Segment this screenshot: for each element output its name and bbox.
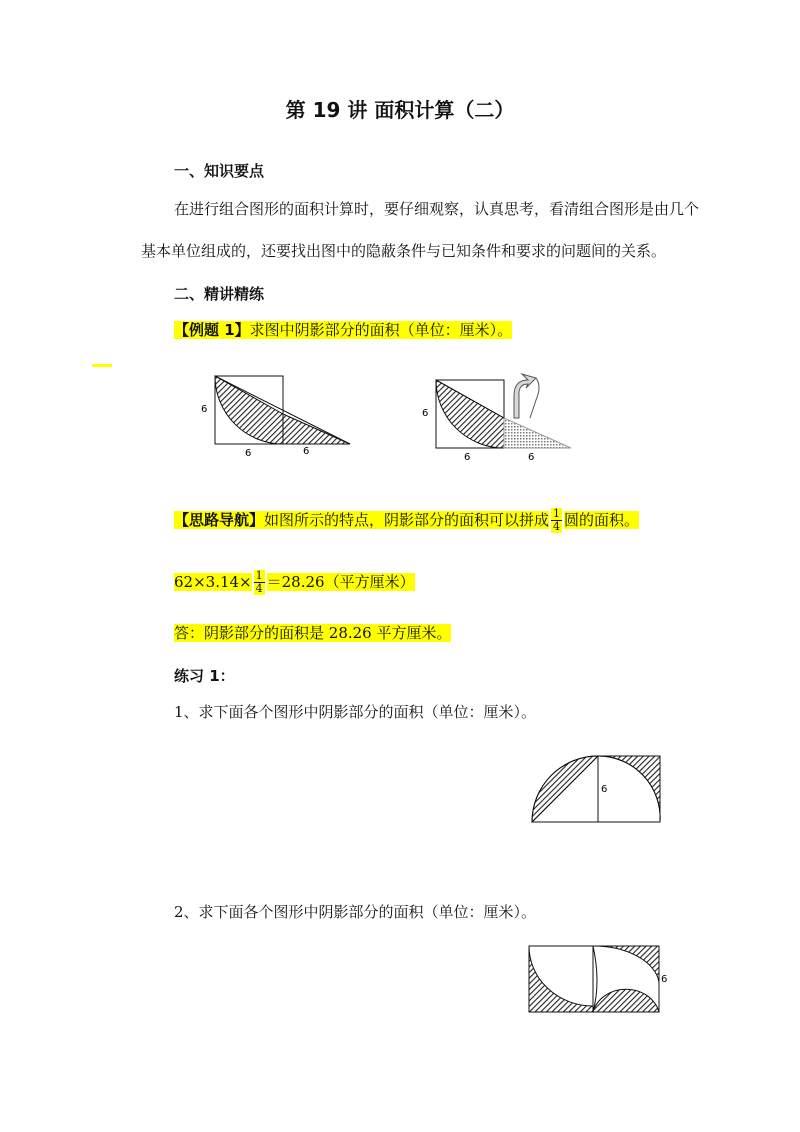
practice-fig1-label: 6 (601, 784, 608, 795)
hint-fraction (551, 508, 562, 533)
fig2-bottom-label-1: 6 (464, 452, 471, 463)
hint-fraction-numerator: 1 (553, 507, 561, 520)
hint-line (174, 508, 639, 533)
paragraph-line-2: 基本单位组成的，还要找出图中的隐蔽条件与已知条件和要求的问题间的关系。 (141, 242, 667, 260)
formula-part-2: ＝28.26（平方厘米） (266, 572, 415, 591)
formula-fraction-denominator: 4 (255, 582, 263, 595)
section-heading-knowledge: 一、知识要点 (174, 162, 265, 180)
answer-line (174, 623, 451, 643)
fig2-side-label: 6 (422, 408, 429, 419)
practice-heading: 练习 1： (174, 667, 235, 685)
answer-text: 答：阴影部分的面积是 28.26 平方厘米。 (174, 624, 452, 642)
hint-text-2: 圆的面积。 (564, 510, 640, 529)
shaded-triangle (283, 414, 350, 444)
example-question: 求图中阴影部分的面积（单位：厘米）。 (249, 321, 513, 339)
shaded-bottom-right (593, 989, 659, 1012)
fig1-side-label: 6 (201, 404, 208, 415)
practice-figure-2 (525, 942, 675, 1018)
example-tag: 【例题 1】 (174, 321, 250, 339)
section-heading-practice-lecture: 二、精讲精练 (174, 285, 265, 303)
shaded-left-region (529, 946, 593, 1012)
hint-tag: 【思路导航】 (174, 510, 265, 529)
practice-fig2-label: 6 (661, 974, 668, 985)
fig2-bottom-label-2: 6 (528, 452, 535, 463)
example-figure-1 (195, 370, 355, 460)
hint-fraction-denominator: 4 (553, 520, 561, 533)
page-title: 第 19 讲 面积计算（二） (285, 98, 515, 122)
practice-figure-1 (528, 752, 664, 828)
highlight-marker (92, 364, 112, 367)
practice-question-1: 1、求下面各个图形中阴影部分的面积（单位：厘米）。 (174, 703, 537, 721)
paragraph-line-1: 在进行组合图形的面积计算时，要仔细观察，认真思考，看清组合图形是由几个 (174, 200, 700, 218)
shaded-segment (215, 376, 283, 444)
example-1-line (174, 320, 512, 340)
shaded-segment (436, 380, 504, 448)
formula-part-1: 62×3.14× (174, 572, 252, 591)
hint-text-1: 如图所示的特点，阴影部分的面积可以拼成 (264, 510, 550, 529)
fig1-bottom-label-2: 6 (303, 446, 310, 457)
formula-fraction-numerator: 1 (255, 569, 263, 582)
formula-fraction (254, 570, 265, 595)
formula-line (174, 570, 415, 595)
shaded-top-right (593, 946, 659, 982)
moved-triangle (504, 418, 571, 448)
fig1-bottom-label-1: 6 (245, 448, 252, 459)
example-figure-2 (418, 366, 578, 464)
practice-question-2: 2、求下面各个图形中阴影部分的面积（单位：厘米）。 (174, 903, 537, 921)
